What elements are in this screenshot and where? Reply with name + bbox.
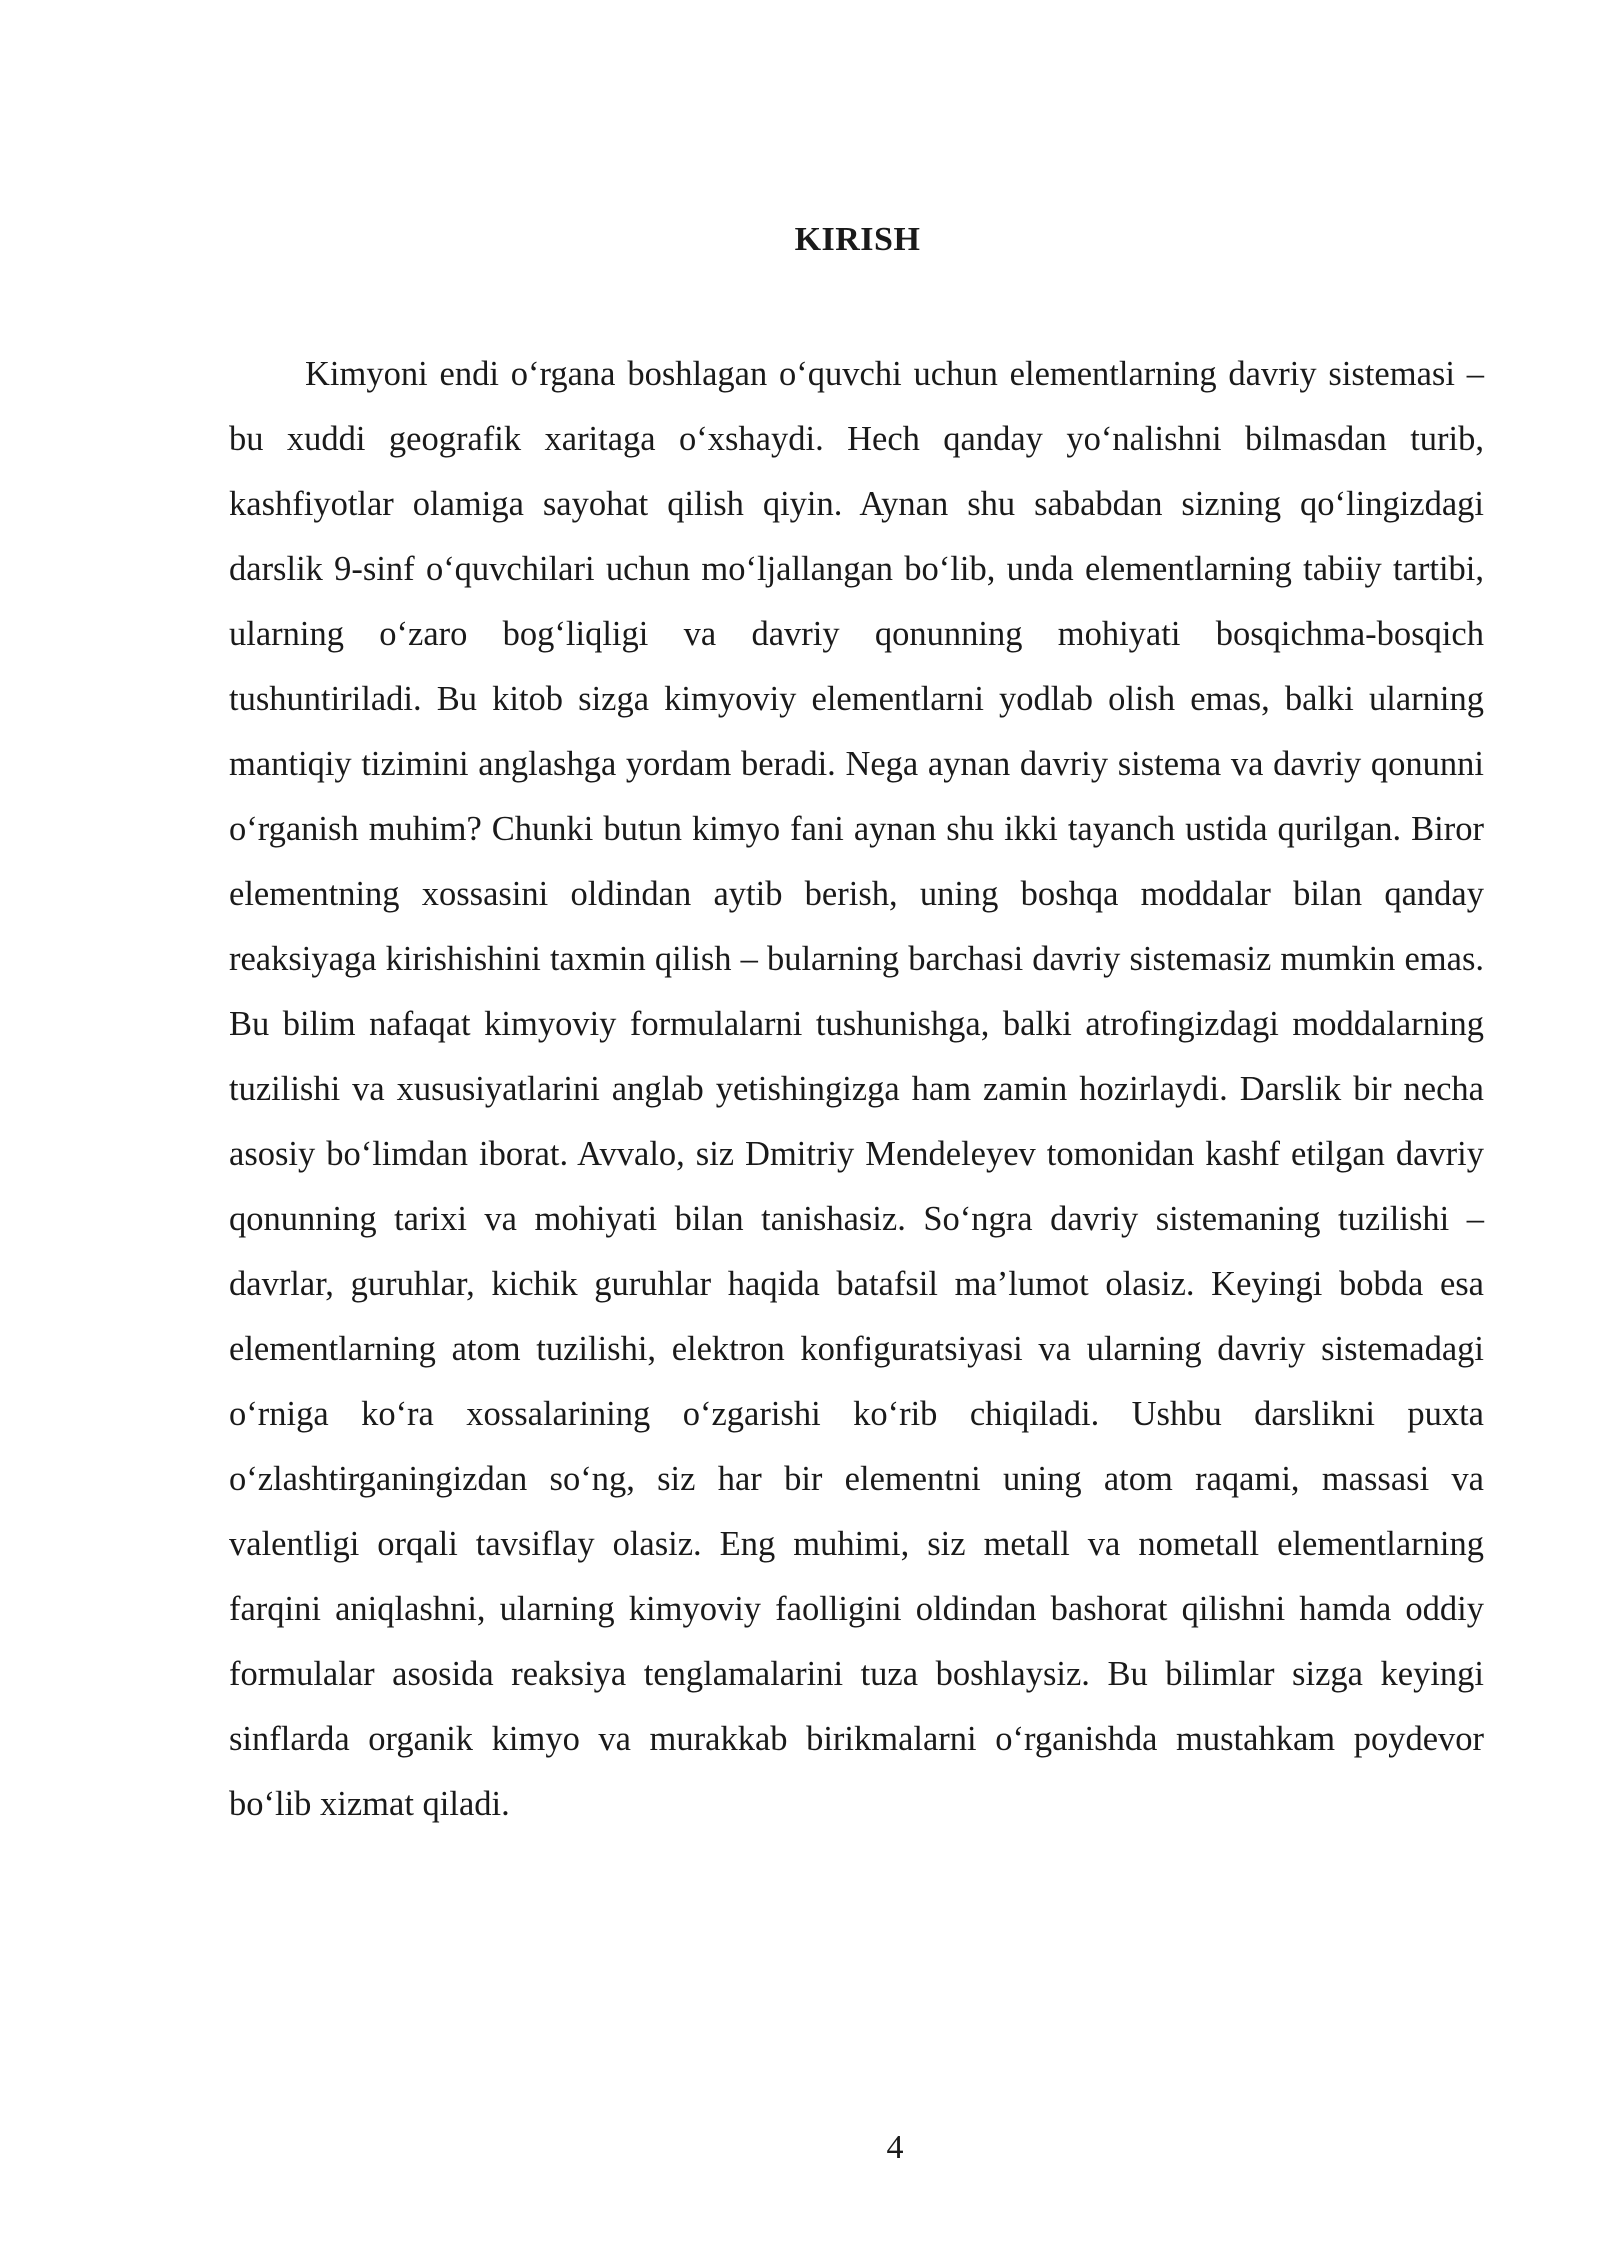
page-title: KIRISH <box>794 221 921 258</box>
body-paragraph: Kimyoni endi o‘rgana boshlagan o‘quvchi uchun elementlarning davriy sistemasi – bu xuddi geografik xaritaga o‘xshaydi. Hech qanday yo‘nalishni bilmasdan turib, kashfiyotlar olamiga sayohat qilish qiyin. Aynan shu sababdan sizning qo‘lingizdagi darslik 9-sinf o‘quvchilari uchun mo‘ljallangan bo‘lib, unda elementlarning tabiiy tartibi, ularning o‘zaro bog‘liqligi va davriy qonunning mohiyati bosqichma-bosqich tushuntiriladi. Bu kitob sizga kimyoviy elementlarni yodlab olish emas, balki ularning mantiqiy tizimini anglashga yordam beradi. Nega aynan davriy sistema va davriy qonunni o‘rganish muhim? Chunki butun kimyo fani aynan shu ikki tayanch ustida qurilgan. Biror elementning xossasini oldindan aytib berish, uning boshqa moddalar bilan qanday reaksiyaga kirishishini taxmin qilish – bularning barchasi davriy sistemasiz mumkin emas. Bu bilim nafaqat kimyoviy formulalarni tushunishga, balki atrofingizdagi moddalarning tuzilishi va xususiyatlarini anglab yetishingizga ham zamin hozirlaydi. Darslik bir necha asosiy bo‘limdan iborat. Avvalo, siz Dmitriy Mendeleyev tomonidan kashf etilgan davriy qonunning tarixi va mohiyati bilan tanishasiz. So‘ngra davriy sistemaning tuzilishi – davrlar, guruhlar, kichik guruhlar haqida batafsil ma’lumot olasiz. Keyingi bobda esa elementlarning atom tuzilishi, elektron konfiguratsiyasi va ularning davriy sistemadagi o‘rniga ko‘ra xossalarining o‘zgarishi ko‘rib chiqiladi. Ushbu darslikni puxta o‘zlashtirganingizdan so‘ng, siz har bir elementni uning atom raqami, massasi va valentligi orqali tavsiflay olasiz. Eng muhimi, siz metall va nometall elementlarning farqini aniqlashni, ularning kimyoviy faolligini oldindan bashorat qilishni hamda oddiy formulalar asosida reaksiya tenglamalarini tuza boshlaysiz. Bu bilimlar sizga keyingi sinflarda organik kimyo va murakkab birikmalarni o‘rganishda mustahkam poydevor bo‘lib xizmat qiladi. <box>229 355 1484 1823</box>
page-number: 4 <box>886 2129 904 2166</box>
